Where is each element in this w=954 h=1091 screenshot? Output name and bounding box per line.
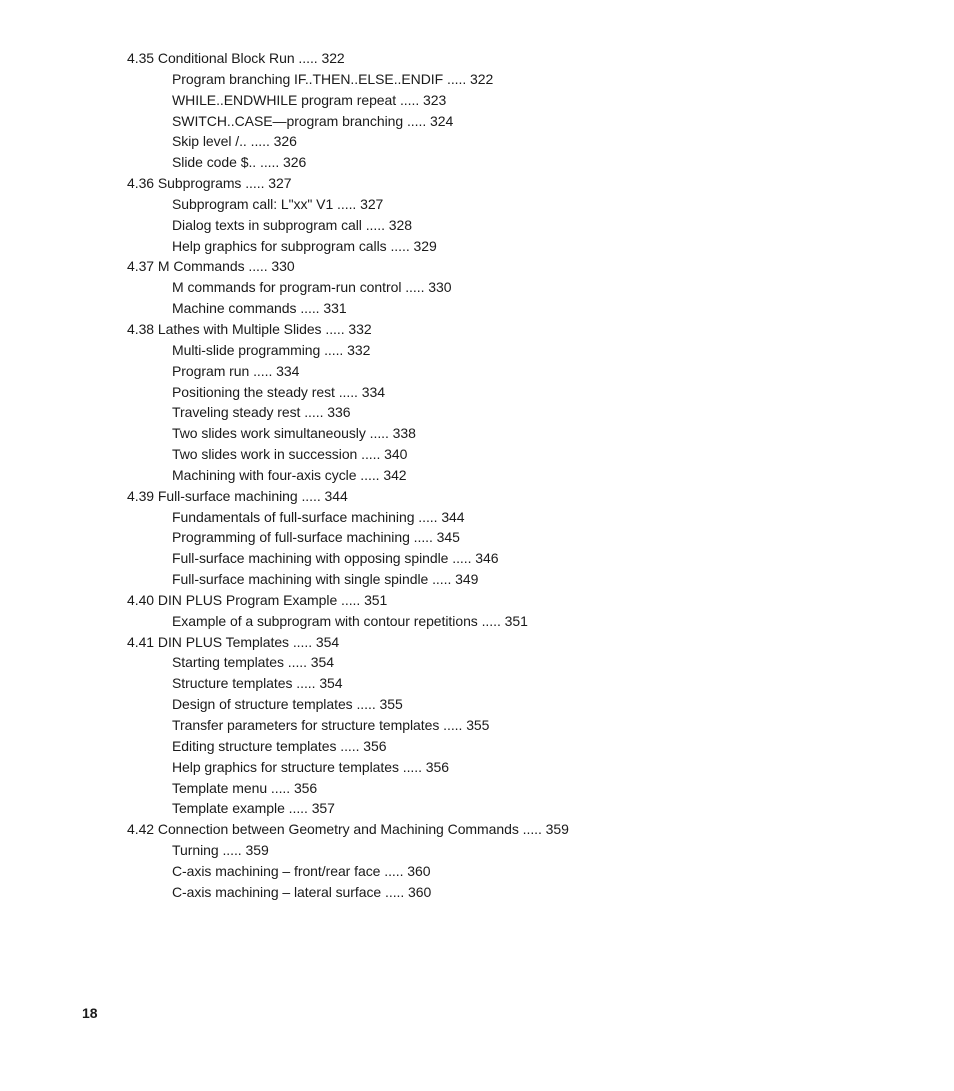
toc-entry-subsection[interactable]: Turning ..... 359 xyxy=(172,842,269,859)
toc-entry-subsection[interactable]: Subprogram call: L"xx" V1 ..... 327 xyxy=(172,195,384,212)
toc-entry-subsection[interactable]: SWITCH..CASE—program branching ..... 324 xyxy=(172,112,454,129)
toc-entry-section[interactable]: 4.41 DIN PLUS Templates ..... 354 xyxy=(127,633,340,650)
toc-entry-subsection[interactable]: C-axis machining – front/rear face ..... 360 xyxy=(172,862,431,879)
toc-entry-subsection[interactable]: Program branching IF..THEN..ELSE..ENDIF ..... 322 xyxy=(172,70,494,87)
toc-entry-section[interactable]: 4.39 Full-surface machining ..... 344 xyxy=(127,487,348,504)
toc-entry-section[interactable]: 4.36 Subprograms ..... 327 xyxy=(127,175,292,192)
toc-entry-subsection[interactable]: Help graphics for structure templates ..... 356 xyxy=(172,758,450,775)
toc-entry-subsection[interactable]: Full-surface machining with opposing spindle ..... 346 xyxy=(172,550,499,567)
toc-entry-subsection[interactable]: Full-surface machining with single spindle ..... 349 xyxy=(172,571,479,588)
toc-entry-subsection[interactable]: Positioning the steady rest ..... 334 xyxy=(172,383,385,400)
toc-entry-section[interactable]: 4.38 Lathes with Multiple Slides ..... 332 xyxy=(127,320,372,337)
toc-entry-subsection[interactable]: Template example ..... 357 xyxy=(172,800,335,817)
toc-entry-section[interactable]: 4.42 Connection between Geometry and Machining Commands ..... 359 xyxy=(127,821,569,838)
toc-entry-section[interactable]: 4.35 Conditional Block Run ..... 322 xyxy=(127,50,345,66)
page-number: 18 xyxy=(82,1005,98,1021)
toc-entry-subsection[interactable]: WHILE..ENDWHILE program repeat ..... 323 xyxy=(172,91,447,108)
toc-entry-subsection[interactable]: Fundamentals of full-surface machining ..... 344 xyxy=(172,508,465,525)
toc-entry-subsection[interactable]: M commands for program-run control ..... 330 xyxy=(172,279,452,296)
toc-entry-subsection[interactable]: Template menu ..... 356 xyxy=(172,779,318,796)
toc-entry-subsection[interactable]: Transfer parameters for structure templates ..... 355 xyxy=(172,717,490,733)
toc-entry-subsection[interactable]: Machining with four-axis cycle ..... 342 xyxy=(172,466,407,483)
toc-entry-subsection[interactable]: Multi-slide programming ..... 332 xyxy=(172,341,371,358)
toc-entry-subsection[interactable]: Design of structure templates ..... 355 xyxy=(172,696,403,713)
toc-entry-subsection[interactable]: C-axis machining – lateral surface ..... 360 xyxy=(172,883,432,900)
toc-entry-subsection[interactable]: Skip level /.. ..... 326 xyxy=(172,133,297,150)
toc-entry-subsection[interactable]: Traveling steady rest ..... 336 xyxy=(172,404,351,421)
toc-entry-section[interactable]: 4.37 M Commands ..... 330 xyxy=(127,258,295,275)
toc-entry-subsection[interactable]: Starting templates ..... 354 xyxy=(172,654,335,671)
toc-entry-subsection[interactable]: Slide code $.. ..... 326 xyxy=(172,154,307,171)
toc-entry-subsection[interactable]: Help graphics for subprogram calls ..... 329 xyxy=(172,237,437,254)
toc-entry-subsection[interactable]: Machine commands ..... 331 xyxy=(172,300,347,317)
toc-entry-subsection[interactable]: Programming of full-surface machining ..... 345 xyxy=(172,529,460,546)
toc-entry-subsection[interactable]: Program run ..... 334 xyxy=(172,362,300,379)
toc-entry-subsection[interactable]: Structure templates ..... 354 xyxy=(172,675,343,692)
toc-entry-section[interactable]: 4.40 DIN PLUS Program Example ..... 351 xyxy=(127,591,388,608)
toc-entry-subsection[interactable]: Example of a subprogram with contour repetitions ..... 351 xyxy=(172,612,528,629)
toc-entry-subsection[interactable]: Two slides work in succession ..... 340 xyxy=(172,446,408,463)
toc-entry-subsection[interactable]: Two slides work simultaneously ..... 338 xyxy=(172,425,416,442)
toc-entry-subsection[interactable]: Editing structure templates ..... 356 xyxy=(172,737,387,754)
toc-entry-subsection[interactable]: Dialog texts in subprogram call ..... 328 xyxy=(172,216,412,233)
table-of-contents xyxy=(127,48,569,903)
